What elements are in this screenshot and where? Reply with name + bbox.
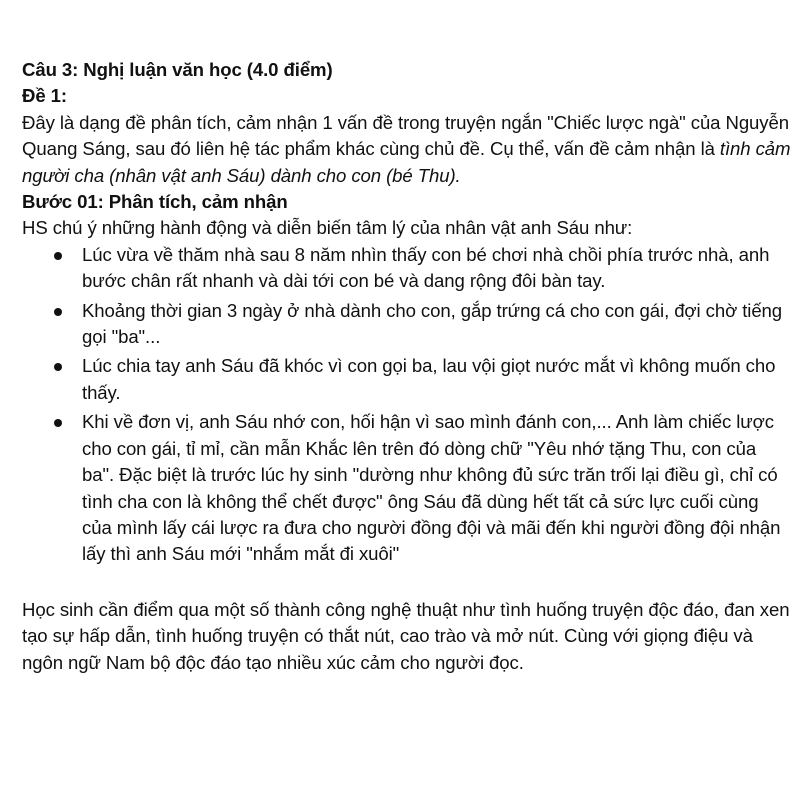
list-item-text: Lúc chia tay anh Sáu đã khóc vì con gọi ba, lau vội giọt nước mắt vì không muốn cho thấy. <box>82 355 776 403</box>
question-heading: Câu 3: Nghị luận văn học (4.0 điểm) <box>22 59 333 80</box>
list-item <box>82 409 792 567</box>
bullet-dot-icon <box>54 252 62 260</box>
bullet-dot-icon <box>54 419 62 427</box>
paragraph-spacer <box>22 571 792 597</box>
topic-heading: Đề 1: <box>22 85 67 107</box>
bullet-list <box>22 242 792 568</box>
step-heading: Bước 01: Phân tích, cảm nhận <box>22 191 288 213</box>
intro-italic-text: tình cảm người cha (nhân vật anh Sáu) dành cho con (bé Thu). <box>22 138 791 186</box>
list-item <box>82 242 792 295</box>
document-content <box>22 57 792 676</box>
list-item <box>82 353 792 406</box>
conclusion-paragraph: Học sinh cần điểm qua một số thành công nghệ thuật như tình huống truyện độc đáo, đan xen tạo sự hấp dẫn, tình huống truyện có thắt nút, cao trào và mở nút. Cùng với giọng điệu và ngôn ngữ Nam bộ độc đáo tạo nhiều xúc cảm cho người đọc. <box>22 598 790 673</box>
step-intro: HS chú ý những hành động và diễn biến tâm lý của nhân vật anh Sáu như: <box>22 217 633 239</box>
list-item <box>82 298 792 351</box>
list-item-text: Lúc vừa về thăm nhà sau 8 năm nhìn thấy con bé chơi nhà chồi phía trước nhà, anh bước chân rất nhanh và dài tới con bé và dang rộng đôi bàn tay. <box>82 243 770 292</box>
list-item-text: Khoảng thời gian 3 ngày ở nhà dành cho con, gắp trứng cá cho con gái, đợi chờ tiếng gọi "ba"... <box>82 299 783 348</box>
intro-text: Đây là dạng đề phân tích, cảm nhận 1 vấn đề trong truyện ngắn "Chiếc lược ngà" của Nguyễn Quang Sáng, sau đó liên hệ tác phẩm khác cùng chủ đề. Cụ thể, vấn đề cảm nhận là <box>22 111 789 160</box>
bullet-dot-icon <box>54 363 62 371</box>
intro-paragraph <box>22 110 792 189</box>
list-item-text: Khi về đơn vị, anh Sáu nhớ con, hối hận vì sao mình đánh con,... Anh làm chiếc lược cho con gái, tỉ mỉ, cần mẫn Khắc lên trên đó dòng chữ "Yêu nhớ tặng Thu, con của ba". Đặc biệt là trước lúc hy sinh "dường như không đủ sức trăn trối lại điều gì, chỉ có tình cha con là không thể chết được" ông Sáu đã dùng hết tất cả sức lực cuối cùng của mình lấy cái lược ra đưa cho người đồng đội và mãi đến khi người đồng đội nhận lấy thì anh Sáu mới "nhắm mắt đi xuôi" <box>82 411 781 565</box>
bullet-dot-icon <box>54 308 62 316</box>
page-bottom-mask <box>0 752 800 800</box>
